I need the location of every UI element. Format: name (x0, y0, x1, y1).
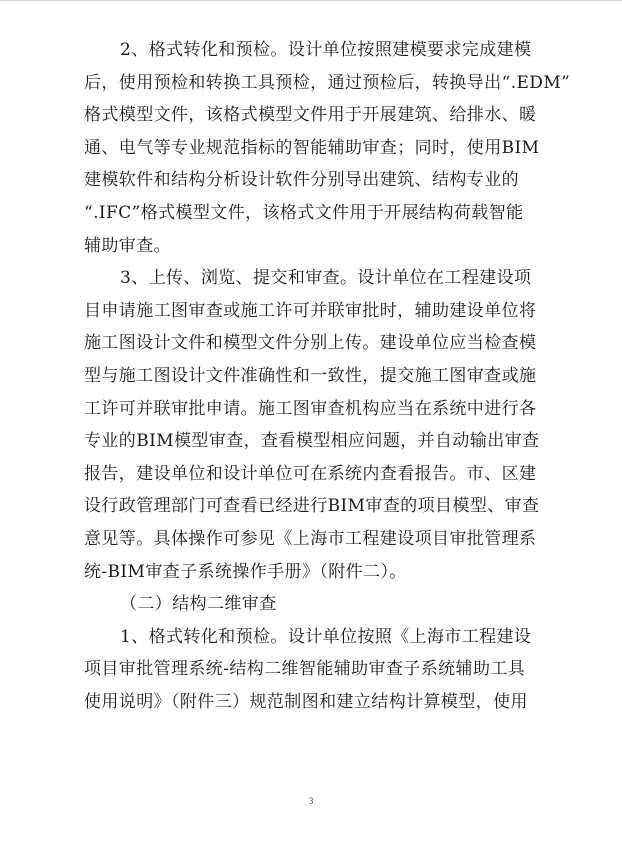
text-line: 建模软件和结构分析设计软件分别导出建筑、结构专业的 (84, 170, 519, 191)
text-line: 报告，建设单位和设计单位可在系统内查看报告。市、区建 (84, 463, 537, 484)
section-heading-text: （二）结构二维审查 (120, 594, 277, 615)
text-line: 设行政管理部门可查看已经进行BIM审查的项目模型、审查 (84, 496, 540, 517)
text-line: 2、格式转化和预检。设计单位按照建模要求完成建模 (120, 40, 532, 60)
text-line: 1、格式转化和预检。设计单位按照《上海市工程建设 (120, 626, 532, 647)
text-line: 目申请施工图审查或施工许可并联审批时，辅助建设单位将 (84, 300, 537, 321)
paragraph-format-conversion-2d (84, 621, 544, 719)
paragraph-format-conversion-bim (84, 34, 571, 262)
text-line: 项目审批管理系统-结构二维智能辅助审查子系统辅助工具 (84, 659, 526, 680)
text-line: 施工图设计文件和模型文件分别上传。建设单位应当检查模 (84, 333, 537, 354)
text-line: 使用说明》（附件三）规范制图和建立结构计算模型，使用 (84, 691, 528, 712)
page-number: 3 (308, 796, 314, 806)
text-line: 格式模型文件，该格式模型文件用于开展建筑、给排水、暖 (84, 105, 537, 126)
page-top-rule (0, 0, 622, 1)
text-line: 专业的BIM模型审查，查看模型相应问题，并自动输出审查 (84, 431, 540, 452)
text-line: 型与施工图设计文件准确性和一致性，提交施工图审查或施 (84, 365, 537, 386)
text-line: 辅助审查。 (84, 235, 171, 256)
text-line: 通、电气等专业规范指标的智能辅助审查；同时，使用BIM (84, 137, 540, 158)
text-line: 工许可并联审批申请。施工图审查机构应当在系统中进行各 (84, 398, 537, 419)
text-line: 统-BIM审查子系统操作手册》（附件二）。 (84, 561, 407, 582)
text-line: 3、上传、浏览、提交和审查。设计单位在工程建设项 (120, 268, 532, 289)
document-body (84, 34, 571, 718)
paragraph-upload-review (84, 262, 544, 588)
text-line: 后，使用预检和转换工具预检，通过预检后，转换导出“.EDM” (84, 72, 571, 93)
text-line: 意见等。具体操作可参见《上海市工程建设项目审批管理系 (84, 528, 537, 549)
section-heading (84, 588, 544, 621)
text-line: “.IFC”格式模型文件，该格式文件用于开展结构荷载智能 (84, 202, 524, 223)
